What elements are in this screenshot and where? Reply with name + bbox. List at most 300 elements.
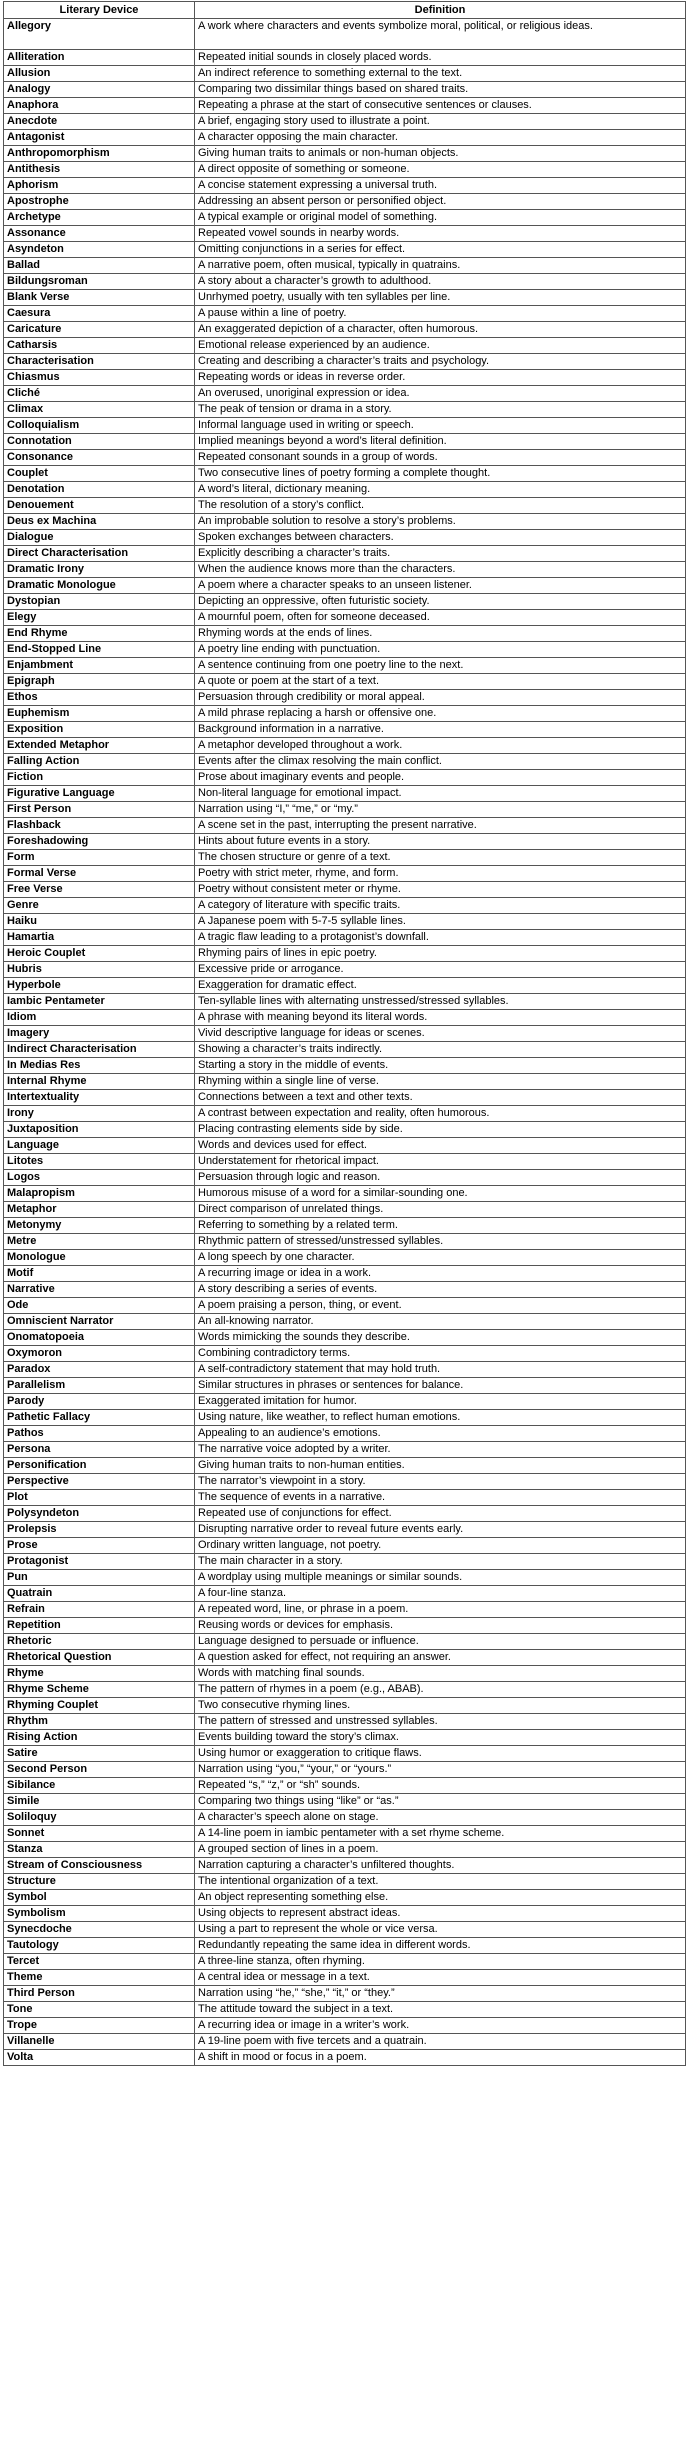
device-term: Climax (4, 402, 195, 418)
device-term: Symbolism (4, 1906, 195, 1922)
device-term: Caricature (4, 322, 195, 338)
table-row (4, 2002, 686, 2018)
device-definition: Reusing words or devices for emphasis. (195, 1618, 686, 1634)
device-definition: The main character in a story. (195, 1554, 686, 1570)
table-row (4, 1170, 686, 1186)
table-row (4, 402, 686, 418)
table-row (4, 418, 686, 434)
device-definition: A character opposing the main character. (195, 130, 686, 146)
table-row (4, 322, 686, 338)
device-term: Dramatic Monologue (4, 578, 195, 594)
device-term: Personification (4, 1458, 195, 1474)
table-row (4, 274, 686, 290)
device-definition: A grouped section of lines in a poem. (195, 1842, 686, 1858)
table-row (4, 514, 686, 530)
device-definition: A central idea or message in a text. (195, 1970, 686, 1986)
device-term: End Rhyme (4, 626, 195, 642)
device-term: Figurative Language (4, 786, 195, 802)
table-row (4, 1522, 686, 1538)
table-row (4, 1458, 686, 1474)
table-row (4, 594, 686, 610)
device-definition: Rhyming words at the ends of lines. (195, 626, 686, 642)
device-definition: Words and devices used for effect. (195, 1138, 686, 1154)
device-term: Denotation (4, 482, 195, 498)
device-definition: A brief, engaging story used to illustrate a point. (195, 114, 686, 130)
table-row (4, 1074, 686, 1090)
table-row (4, 306, 686, 322)
device-definition: Events after the climax resolving the main conflict. (195, 754, 686, 770)
table-row (4, 354, 686, 370)
header-term: Literary Device (4, 2, 195, 19)
device-term: Connotation (4, 434, 195, 450)
device-definition: Repeated vowel sounds in nearby words. (195, 226, 686, 242)
device-definition: Emotional release experienced by an audience. (195, 338, 686, 354)
device-term: Deus ex Machina (4, 514, 195, 530)
table-row (4, 1954, 686, 1970)
device-definition: Humorous misuse of a word for a similar-sounding one. (195, 1186, 686, 1202)
device-definition: A phrase with meaning beyond its literal words. (195, 1010, 686, 1026)
table-row (4, 962, 686, 978)
device-term: Simile (4, 1794, 195, 1810)
device-term: Assonance (4, 226, 195, 242)
table-row (4, 1826, 686, 1842)
table-row (4, 1746, 686, 1762)
table-row (4, 1442, 686, 1458)
device-term: Pathos (4, 1426, 195, 1442)
device-term: Monologue (4, 1250, 195, 1266)
device-definition: The resolution of a story’s conflict. (195, 498, 686, 514)
table-row (4, 242, 686, 258)
device-definition: Rhyming within a single line of verse. (195, 1074, 686, 1090)
device-definition: Comparing two things using “like” or “as.” (195, 1794, 686, 1810)
table-row (4, 978, 686, 994)
device-definition: An improbable solution to resolve a story’s problems. (195, 514, 686, 530)
device-term: Language (4, 1138, 195, 1154)
device-term: Sonnet (4, 1826, 195, 1842)
device-term: Haiku (4, 914, 195, 930)
table-row (4, 466, 686, 482)
device-definition: A 14-line poem in iambic pentameter with a set rhyme scheme. (195, 1826, 686, 1842)
device-term: Dialogue (4, 530, 195, 546)
table-row (4, 1570, 686, 1586)
table-row (4, 1394, 686, 1410)
device-definition: Explicitly describing a character’s traits. (195, 546, 686, 562)
table-row (4, 1202, 686, 1218)
device-term: Archetype (4, 210, 195, 226)
device-definition: A 19-line poem with five tercets and a quatrain. (195, 2034, 686, 2050)
device-term: Stream of Consciousness (4, 1858, 195, 1874)
device-term: Intertextuality (4, 1090, 195, 1106)
table-row (4, 1858, 686, 1874)
table-row (4, 1874, 686, 1890)
table-row (4, 642, 686, 658)
table-row (4, 2018, 686, 2034)
device-definition: Background information in a narrative. (195, 722, 686, 738)
device-definition: A self-contradictory statement that may hold truth. (195, 1362, 686, 1378)
device-definition: A poem praising a person, thing, or event. (195, 1298, 686, 1314)
device-definition: A concise statement expressing a universal truth. (195, 178, 686, 194)
device-definition: Repeating words or ideas in reverse order. (195, 370, 686, 386)
device-term: Protagonist (4, 1554, 195, 1570)
device-term: Tone (4, 2002, 195, 2018)
device-term: Motif (4, 1266, 195, 1282)
table-row (4, 706, 686, 722)
device-term: Oxymoron (4, 1346, 195, 1362)
device-definition: An exaggerated depiction of a character, often humorous. (195, 322, 686, 338)
device-term: Internal Rhyme (4, 1074, 195, 1090)
device-definition: A mournful poem, often for someone deceased. (195, 610, 686, 626)
device-term: Antagonist (4, 130, 195, 146)
device-term: Persona (4, 1442, 195, 1458)
table-row (4, 1970, 686, 1986)
device-term: Allusion (4, 66, 195, 82)
table-row (4, 338, 686, 354)
table-row (4, 770, 686, 786)
device-definition: The sequence of events in a narrative. (195, 1490, 686, 1506)
device-definition: A three-line stanza, often rhyming. (195, 1954, 686, 1970)
device-definition: Appealing to an audience’s emotions. (195, 1426, 686, 1442)
table-row (4, 1042, 686, 1058)
device-definition: Words with matching final sounds. (195, 1666, 686, 1682)
device-term: Ode (4, 1298, 195, 1314)
header-row (4, 2, 686, 19)
device-definition: Poetry without consistent meter or rhyme. (195, 882, 686, 898)
device-term: Rhyming Couplet (4, 1698, 195, 1714)
table-row (4, 1794, 686, 1810)
table-row (4, 1138, 686, 1154)
table-row (4, 130, 686, 146)
device-definition: Addressing an absent person or personified object. (195, 194, 686, 210)
table-row (4, 802, 686, 818)
table-row (4, 370, 686, 386)
table-row (4, 1986, 686, 2002)
device-term: Perspective (4, 1474, 195, 1490)
table-row (4, 1938, 686, 1954)
device-term: Second Person (4, 1762, 195, 1778)
device-definition: Excessive pride or arrogance. (195, 962, 686, 978)
table-row (4, 434, 686, 450)
device-definition: A word’s literal, dictionary meaning. (195, 482, 686, 498)
device-definition: A sentence continuing from one poetry line to the next. (195, 658, 686, 674)
table-row (4, 210, 686, 226)
table-row (4, 258, 686, 274)
device-definition: A contrast between expectation and reality, often humorous. (195, 1106, 686, 1122)
device-definition: Repeating a phrase at the start of consecutive sentences or clauses. (195, 98, 686, 114)
device-term: Ballad (4, 258, 195, 274)
device-definition: Exaggeration for dramatic effect. (195, 978, 686, 994)
device-term: Volta (4, 2050, 195, 2066)
device-definition: A work where characters and events symbolize moral, political, or religious ideas. (195, 19, 686, 50)
device-term: Hamartia (4, 930, 195, 946)
device-term: Prose (4, 1538, 195, 1554)
table-row (4, 1026, 686, 1042)
device-term: Refrain (4, 1602, 195, 1618)
device-definition: Informal language used in writing or speech. (195, 418, 686, 434)
device-definition: Repeated consonant sounds in a group of words. (195, 450, 686, 466)
table-row (4, 1346, 686, 1362)
device-definition: Disrupting narrative order to reveal future events early. (195, 1522, 686, 1538)
device-term: Antithesis (4, 162, 195, 178)
table-row (4, 2034, 686, 2050)
device-definition: Depicting an oppressive, often futuristic society. (195, 594, 686, 610)
header-definition: Definition (195, 2, 686, 19)
device-term: Cliché (4, 386, 195, 402)
table-row (4, 626, 686, 642)
device-term: Theme (4, 1970, 195, 1986)
device-term: Alliteration (4, 50, 195, 66)
device-definition: The narrative voice adopted by a writer. (195, 1442, 686, 1458)
device-definition: An all-knowing narrator. (195, 1314, 686, 1330)
table-row (4, 1714, 686, 1730)
device-definition: Narration using “you,” “your,” or “yours.” (195, 1762, 686, 1778)
device-definition: The peak of tension or drama in a story. (195, 402, 686, 418)
table-row (4, 50, 686, 66)
device-definition: An overused, unoriginal expression or idea. (195, 386, 686, 402)
device-definition: Combining contradictory terms. (195, 1346, 686, 1362)
table-row (4, 882, 686, 898)
table-row (4, 1234, 686, 1250)
device-definition: A poetry line ending with punctuation. (195, 642, 686, 658)
device-definition: A story describing a series of events. (195, 1282, 686, 1298)
device-term: Free Verse (4, 882, 195, 898)
device-term: Blank Verse (4, 290, 195, 306)
table-row (4, 386, 686, 402)
device-definition: Language designed to persuade or influence. (195, 1634, 686, 1650)
device-definition: Spoken exchanges between characters. (195, 530, 686, 546)
table-row (4, 482, 686, 498)
table-row (4, 994, 686, 1010)
table-body (4, 19, 686, 2066)
table-row (4, 98, 686, 114)
table-row (4, 1474, 686, 1490)
device-term: Structure (4, 1874, 195, 1890)
table-row (4, 722, 686, 738)
device-definition: Understatement for rhetorical impact. (195, 1154, 686, 1170)
table-row (4, 226, 686, 242)
device-term: Epigraph (4, 674, 195, 690)
device-definition: A mild phrase replacing a harsh or offensive one. (195, 706, 686, 722)
device-term: Asyndeton (4, 242, 195, 258)
device-term: Elegy (4, 610, 195, 626)
device-term: Metre (4, 1234, 195, 1250)
table-row (4, 1586, 686, 1602)
device-definition: Non-literal language for emotional impact. (195, 786, 686, 802)
device-definition: The chosen structure or genre of a text. (195, 850, 686, 866)
device-term: Heroic Couplet (4, 946, 195, 962)
device-term: Chiasmus (4, 370, 195, 386)
table-row (4, 1778, 686, 1794)
device-term: Prolepsis (4, 1522, 195, 1538)
device-definition: A Japanese poem with 5-7-5 syllable lines. (195, 914, 686, 930)
table-row (4, 930, 686, 946)
table-row (4, 1650, 686, 1666)
table-row (4, 114, 686, 130)
device-definition: Showing a character’s traits indirectly. (195, 1042, 686, 1058)
device-definition: Exaggerated imitation for humor. (195, 1394, 686, 1410)
table-row (4, 498, 686, 514)
device-definition: Narration using “he,” “she,” “it,” or “they.” (195, 1986, 686, 2002)
table-row (4, 1762, 686, 1778)
table-row (4, 162, 686, 178)
device-term: Anthropomorphism (4, 146, 195, 162)
device-term: Analogy (4, 82, 195, 98)
device-definition: Using nature, like weather, to reflect human emotions. (195, 1410, 686, 1426)
table-row (4, 1282, 686, 1298)
device-term: Ethos (4, 690, 195, 706)
device-term: Synecdoche (4, 1922, 195, 1938)
table-row (4, 898, 686, 914)
table-row (4, 546, 686, 562)
device-definition: A recurring image or idea in a work. (195, 1266, 686, 1282)
device-term: Symbol (4, 1890, 195, 1906)
device-term: Anecdote (4, 114, 195, 130)
device-term: Indirect Characterisation (4, 1042, 195, 1058)
device-term: End-Stopped Line (4, 642, 195, 658)
table-row (4, 450, 686, 466)
device-definition: A category of literature with specific traits. (195, 898, 686, 914)
device-definition: A question asked for effect, not requiring an answer. (195, 1650, 686, 1666)
device-term: Rising Action (4, 1730, 195, 1746)
device-term: Flashback (4, 818, 195, 834)
device-term: Third Person (4, 1986, 195, 2002)
device-definition: Starting a story in the middle of events. (195, 1058, 686, 1074)
device-definition: A narrative poem, often musical, typically in quatrains. (195, 258, 686, 274)
device-definition: The pattern of rhymes in a poem (e.g., ABAB). (195, 1682, 686, 1698)
device-definition: Repeated initial sounds in closely placed words. (195, 50, 686, 66)
device-definition: Giving human traits to non-human entities. (195, 1458, 686, 1474)
device-term: Iambic Pentameter (4, 994, 195, 1010)
table-row (4, 530, 686, 546)
device-term: Genre (4, 898, 195, 914)
table-row (4, 1490, 686, 1506)
device-term: Direct Characterisation (4, 546, 195, 562)
table-row (4, 1090, 686, 1106)
literary-devices-table (3, 1, 686, 2066)
device-definition: Words mimicking the sounds they describe. (195, 1330, 686, 1346)
table-row (4, 2050, 686, 2066)
device-definition: A direct opposite of something or someone. (195, 162, 686, 178)
device-term: Formal Verse (4, 866, 195, 882)
table-row (4, 1922, 686, 1938)
table-row (4, 946, 686, 962)
table-row (4, 1298, 686, 1314)
table-row (4, 1906, 686, 1922)
device-definition: The narrator’s viewpoint in a story. (195, 1474, 686, 1490)
device-term: Stanza (4, 1842, 195, 1858)
table-row (4, 690, 686, 706)
table-row (4, 786, 686, 802)
device-definition: Using humor or exaggeration to critique flaws. (195, 1746, 686, 1762)
device-definition: A tragic flaw leading to a protagonist’s downfall. (195, 930, 686, 946)
device-definition: A story about a character’s growth to adulthood. (195, 274, 686, 290)
device-term: Polysyndeton (4, 1506, 195, 1522)
device-definition: A scene set in the past, interrupting the present narrative. (195, 818, 686, 834)
device-term: First Person (4, 802, 195, 818)
device-definition: Implied meanings beyond a word’s literal definition. (195, 434, 686, 450)
table-row (4, 1314, 686, 1330)
device-definition: Rhyming pairs of lines in epic poetry. (195, 946, 686, 962)
device-term: Colloquialism (4, 418, 195, 434)
device-term: Repetition (4, 1618, 195, 1634)
table-row (4, 1362, 686, 1378)
table-row (4, 1106, 686, 1122)
device-definition: Placing contrasting elements side by side. (195, 1122, 686, 1138)
device-definition: Two consecutive rhyming lines. (195, 1698, 686, 1714)
table-row (4, 1666, 686, 1682)
table-row (4, 914, 686, 930)
device-definition: Connections between a text and other texts. (195, 1090, 686, 1106)
table-row (4, 1410, 686, 1426)
device-term: Trope (4, 2018, 195, 2034)
table-row (4, 1538, 686, 1554)
device-term: Hyperbole (4, 978, 195, 994)
device-term: Malapropism (4, 1186, 195, 1202)
device-term: Soliloquy (4, 1810, 195, 1826)
device-term: Paradox (4, 1362, 195, 1378)
device-term: Tercet (4, 1954, 195, 1970)
device-term: Denouement (4, 498, 195, 514)
device-term: Couplet (4, 466, 195, 482)
device-term: Rhyme Scheme (4, 1682, 195, 1698)
device-term: Onomatopoeia (4, 1330, 195, 1346)
table-row (4, 1266, 686, 1282)
table-row (4, 1154, 686, 1170)
device-term: Apostrophe (4, 194, 195, 210)
device-term: Logos (4, 1170, 195, 1186)
table-row (4, 1810, 686, 1826)
device-term: Hubris (4, 962, 195, 978)
device-term: Fiction (4, 770, 195, 786)
device-definition: A four-line stanza. (195, 1586, 686, 1602)
device-definition: Two consecutive lines of poetry forming a complete thought. (195, 466, 686, 482)
device-definition: Redundantly repeating the same idea in different words. (195, 1938, 686, 1954)
table-row (4, 1218, 686, 1234)
device-definition: The intentional organization of a text. (195, 1874, 686, 1890)
device-term: Aphorism (4, 178, 195, 194)
device-term: Euphemism (4, 706, 195, 722)
device-definition: Hints about future events in a story. (195, 834, 686, 850)
table-row (4, 1010, 686, 1026)
device-term: Extended Metaphor (4, 738, 195, 754)
device-term: Characterisation (4, 354, 195, 370)
table-row (4, 1186, 686, 1202)
device-term: Sibilance (4, 1778, 195, 1794)
device-term: Dramatic Irony (4, 562, 195, 578)
device-definition: Events building toward the story’s climax. (195, 1730, 686, 1746)
device-definition: The pattern of stressed and unstressed syllables. (195, 1714, 686, 1730)
device-definition: Persuasion through logic and reason. (195, 1170, 686, 1186)
device-definition: A repeated word, line, or phrase in a poem. (195, 1602, 686, 1618)
device-definition: Direct comparison of unrelated things. (195, 1202, 686, 1218)
table-row (4, 674, 686, 690)
device-term: Foreshadowing (4, 834, 195, 850)
device-term: Allegory (4, 19, 195, 50)
table-row (4, 66, 686, 82)
device-definition: Narration using “I,” “me,” or “my.” (195, 802, 686, 818)
device-definition: A wordplay using multiple meanings or similar sounds. (195, 1570, 686, 1586)
device-definition: A metaphor developed throughout a work. (195, 738, 686, 754)
table-row (4, 1378, 686, 1394)
device-term: Consonance (4, 450, 195, 466)
device-definition: Narration capturing a character’s unfiltered thoughts. (195, 1858, 686, 1874)
device-definition: Similar structures in phrases or sentences for balance. (195, 1378, 686, 1394)
table-row (4, 1426, 686, 1442)
device-definition: Persuasion through credibility or moral appeal. (195, 690, 686, 706)
device-definition: Comparing two dissimilar things based on shared traits. (195, 82, 686, 98)
device-definition: Using a part to represent the whole or vice versa. (195, 1922, 686, 1938)
table-row (4, 290, 686, 306)
table-row (4, 610, 686, 626)
